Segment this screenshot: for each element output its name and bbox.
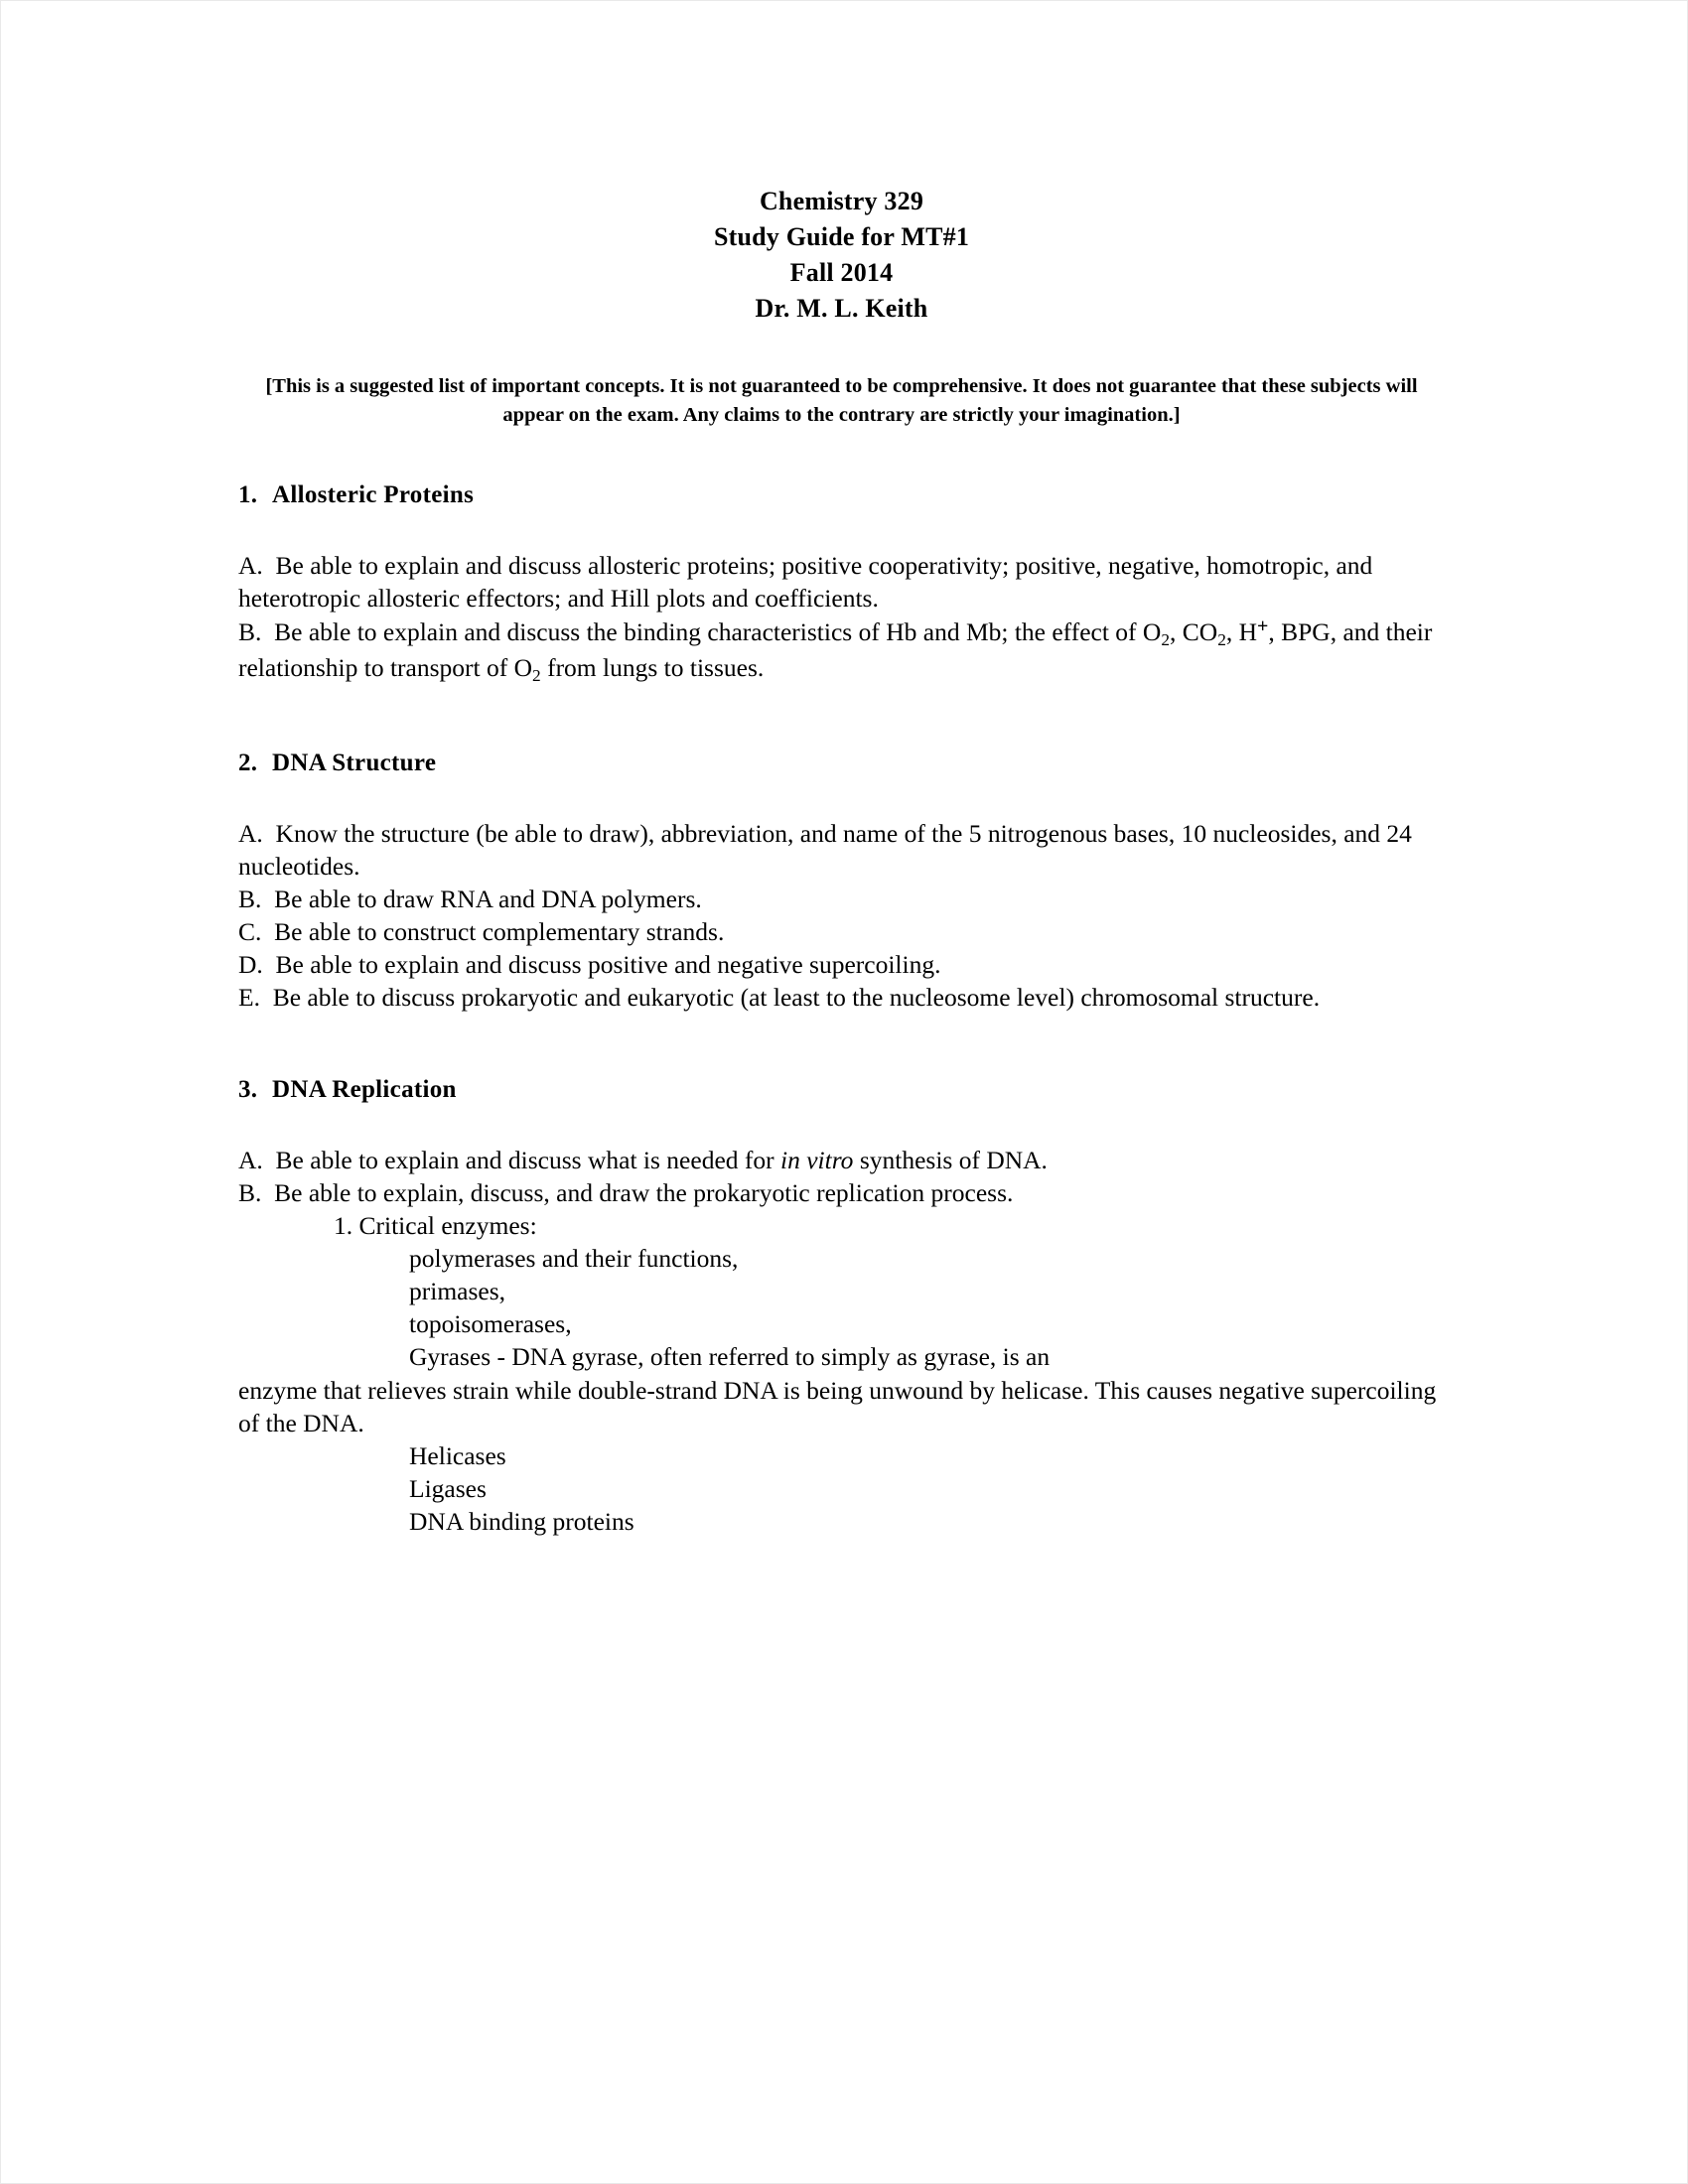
enzyme-list-item: Ligases <box>409 1473 487 1503</box>
item-text-part: , H <box>1225 616 1258 646</box>
list-item <box>238 549 1445 614</box>
item-spacer <box>261 885 274 913</box>
disclaimer-paragraph: [This is a suggested list of important concepts. It is not guaranteed to be comprehensive. It does not guarantee that these subjects will appear on the exam. Any claims to the contrary are strictly your imagination.] <box>265 374 1418 426</box>
course-title: Chemistry 329 <box>759 187 924 215</box>
enzyme-list-item: polymerases and their functions, <box>409 1244 739 1273</box>
item-spacer <box>263 819 276 848</box>
section-allosteric-proteins <box>238 481 1445 688</box>
section-body <box>238 817 1445 1015</box>
list-item <box>238 915 1445 948</box>
item-text: Be able to discuss prokaryotic and eukaryotic (at least to the nucleosome level) chromosomal structure. <box>272 983 1321 1013</box>
section-number: 2. <box>238 749 258 776</box>
subscript-two: 2 <box>1161 629 1170 649</box>
item-text: Be able to explain and discuss positive and negative supercoiling. <box>275 950 941 980</box>
item-text-part: Be able to explain and discuss the binding characteristics of Hb and Mb; the effect of O <box>274 616 1162 646</box>
title-block <box>238 184 1445 327</box>
item-text: Be able to draw RNA and DNA polymers. <box>274 885 702 914</box>
item-spacer <box>261 917 274 946</box>
term-label: Fall 2014 <box>789 257 894 287</box>
sub-item-text: Critical enzymes: <box>358 1210 537 1240</box>
item-spacer <box>263 1146 276 1174</box>
list-item <box>238 1144 1445 1176</box>
item-text-part: , BPG, and their relationship to transport of O <box>238 616 1433 683</box>
section-heading <box>238 750 1445 777</box>
instructor-name: Dr. M. L. Keith <box>755 293 928 323</box>
item-spacer <box>263 950 276 979</box>
list-item <box>238 948 1445 981</box>
item-label: A. <box>238 1145 263 1174</box>
list-item <box>238 614 1445 688</box>
page-content <box>238 184 1445 1538</box>
item-text-part: Be able to explain and discuss what is needed for <box>275 1145 780 1174</box>
section-title: Allosteric Proteins <box>272 480 475 508</box>
enzyme-list-item: DNA binding proteins <box>409 1507 634 1537</box>
enzyme-list-item: topoisomerases, <box>409 1309 572 1339</box>
section-heading <box>238 481 1445 509</box>
list-item <box>238 883 1445 915</box>
section-heading <box>238 1076 1445 1104</box>
enzyme-list-item: Helicases <box>409 1440 506 1470</box>
list-item <box>238 1176 1445 1209</box>
section-title: DNA Replication <box>272 1075 457 1103</box>
gyrase-note-first-line: Gyrases - DNA gyrase, often referred to simply as gyrase, is an <box>409 1342 1051 1372</box>
item-label: B. <box>238 885 262 914</box>
section-title: DNA Structure <box>272 749 437 776</box>
italic-term: in vitro <box>780 1145 854 1174</box>
item-label: B. <box>238 616 262 646</box>
item-text: Be able to construct complementary strands. <box>274 917 725 947</box>
item-spacer <box>261 617 274 646</box>
superscript-plus: + <box>1257 615 1269 637</box>
sub-item-label: 1. <box>334 1210 353 1240</box>
section-body <box>238 1144 1445 1539</box>
item-text: Be able to explain and discuss allosteric proteins; positive cooperativity; positive, negative, homotropic, and heterotropic allosteric effectors; and Hill plots and coefficients. <box>238 550 1373 613</box>
section-dna-structure <box>238 750 1445 1015</box>
item-label: D. <box>238 950 263 980</box>
gyrase-note-continuation: enzyme that relieves strain while double-strand DNA is being unwound by helicase. This causes negative supercoiling of the DNA. <box>238 1375 1437 1437</box>
item-label: C. <box>238 917 262 947</box>
section-body <box>238 549 1445 688</box>
document-subtitle: Study Guide for MT#1 <box>713 221 970 251</box>
item-spacer <box>261 1178 274 1207</box>
sub-list-item <box>238 1209 1445 1242</box>
item-text-part: from lungs to tissues. <box>540 653 765 683</box>
section-number: 3. <box>238 1075 258 1103</box>
list-item <box>238 981 1445 1014</box>
subscript-two: 2 <box>1217 629 1226 649</box>
item-text-part: synthesis of DNA. <box>853 1145 1048 1174</box>
enzyme-list-item: primases, <box>409 1277 506 1306</box>
section-dna-replication <box>238 1076 1445 1539</box>
item-label: B. <box>238 1177 262 1207</box>
item-spacer <box>263 551 276 580</box>
item-label: A. <box>238 818 263 848</box>
subscript-two: 2 <box>532 666 541 686</box>
item-spacer <box>260 983 273 1012</box>
item-text: Know the structure (be able to draw), abbreviation, and name of the 5 nitrogenous bases, 10 nucleosides, and 24 nucleotides. <box>238 818 1412 881</box>
item-label: A. <box>238 550 263 580</box>
section-number: 1. <box>238 480 258 508</box>
item-text: Be able to explain, discuss, and draw the prokaryotic replication process. <box>274 1177 1014 1207</box>
list-item <box>238 817 1445 883</box>
item-text-part: , CO <box>1170 616 1218 646</box>
item-label: E. <box>238 983 260 1013</box>
